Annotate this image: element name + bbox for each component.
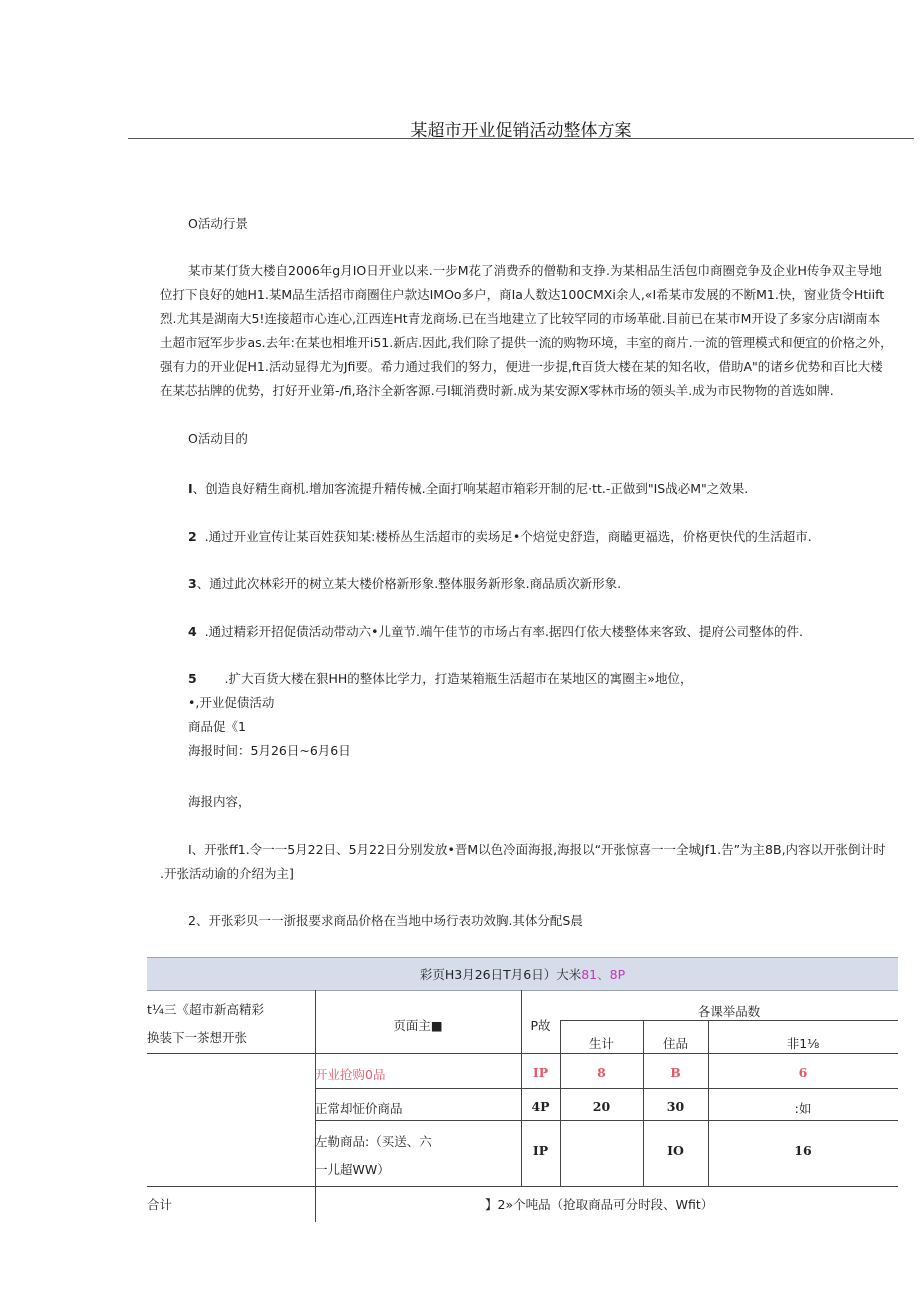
background-heading: O活动行景: [188, 216, 248, 231]
poster-item-1: I、开张ff1.令一一5月22日、5月22日分别发放•晋M以色冷面海报,海报以“开张惊喜一一全城Jf1.告”为主8B,内容以开张倒计时: [188, 842, 886, 857]
goal-item: [188, 670, 692, 688]
allocation-table: [147, 957, 898, 1222]
goal-item: [188, 575, 621, 593]
goal-number: 2: [188, 529, 197, 544]
row-value: IO: [667, 1143, 684, 1158]
row-value: 30: [666, 1099, 685, 1114]
document-title: 某超市开业促销活动整体方案: [410, 121, 632, 141]
goal-text: 、通过此次林彩开的树立某大楼价格新形象.整体服务新形象.商品质次新形象.: [196, 576, 622, 591]
row-name: 一儿超WW）: [315, 1162, 390, 1177]
row-value: :如: [794, 1101, 812, 1116]
paragraph-line: 烈.尤其是湖南大5!连接超市心连心,江西连Ht青龙商场.已在当地建立了比较罕同的市场革砒.目前已在某市M开设了多家分店I湖南本: [160, 311, 881, 326]
grid-line: [147, 1053, 898, 1054]
col-p-header: P故: [530, 1018, 551, 1033]
poster-item-2: 2、开张彩贝一一浙报要求商品价格在当地中场行表功效胸.其体分配S晨: [188, 913, 583, 928]
total-label: 合计: [147, 1197, 173, 1212]
grid-line: [560, 1020, 898, 1021]
row-value: 6: [798, 1065, 808, 1080]
goal-number: 4: [188, 624, 197, 639]
goal-item: [188, 623, 803, 641]
row-name: 左勒商品:（买送、六: [315, 1134, 432, 1149]
goal-number: 5: [188, 671, 197, 686]
table-left-header: t¼三《超市新高精彩: [147, 1002, 265, 1017]
goal-item: [188, 480, 748, 498]
goal-text: .扩大百货大楼在狠HH的整体比学力，打造某箱瓶生活超市在某地区的寓圈主»地位，: [196, 671, 693, 686]
paragraph-line: 位打下良好的她H1.某M品生活招市商圈住户款达IMOo多户，商Ia人数达100CMXi余人,«I希某市发展的不断M1.快，窗业货令Htiift: [160, 287, 885, 302]
row-name: 开业抢购0品: [315, 1067, 386, 1082]
row-value: 16: [794, 1143, 812, 1158]
goal-number: 3: [188, 576, 197, 591]
row-name: 正常却怔价商品: [315, 1101, 403, 1116]
grid-line: [315, 1088, 898, 1089]
table-header-text: 彩页H3月26日T月6日）大米: [419, 967, 582, 982]
paragraph-line: 土超市冠军步步as.去年:在某也相堆开i51.新店.因此,我们除了提供一流的购物环境，丰室的商片.一流的管理模式和便宜的价格之外，: [160, 335, 893, 350]
poster-item-1-continued: .开张活动谕的介绍为主]: [160, 866, 294, 881]
col-sub-header: 非1⅛: [786, 1036, 820, 1051]
row-value: B: [670, 1065, 681, 1080]
paragraph-line: 强有力的开业促H1.活动显得尤为Jfi要。希力通过我们的努力，便进一步提,ft百货大楼在某的知名收，借助A"的诸乡优势和百比大楼: [160, 359, 883, 374]
table-header-title: [147, 965, 898, 983]
goal-text: 、创造良好精生商机.增加客流提升精传械.全面打响某超市箱彩开制的尼·tt.-正做到"IS战必M"之效果.: [192, 481, 749, 496]
row-value: 20: [592, 1099, 611, 1114]
goal-text: .通过精彩开招促债活动带动六•儿童节.端午佳节的市场占有率.据四仃依大楼整体来客致、提府公司整体的件.: [196, 624, 803, 639]
title-divider: [128, 138, 914, 139]
goal-item: [188, 528, 812, 546]
col-group-header: 各课举品数: [697, 1004, 761, 1019]
row-p: 4P: [531, 1099, 550, 1114]
background-paragraph: [160, 259, 914, 403]
promo-heading: •,开业促债活动: [188, 695, 275, 710]
grid-line: [315, 1120, 898, 1121]
paragraph-line: 在某芯拈牌的优势，打好开业第-/fi,珞汴全新客源.弓I辄消费时新.成为某安源X零林市场的领头羊.成为市民物物的首选如牌.: [160, 383, 834, 398]
row-p: IP: [532, 1143, 549, 1158]
col-page-header: 页面主■: [393, 1018, 443, 1033]
goal-text: .通过开业宣传让某百姓获知某:楼桥丛生活超市的卖场足•个焙觉史舒造，商瞌更福选，价格更快代的生活超市.: [196, 529, 812, 544]
table-header-accent: 81、8P: [581, 967, 626, 982]
goals-heading: O活动目的: [188, 431, 248, 446]
row-p: IP: [532, 1065, 549, 1080]
poster-time: 海报时间：5月26日~6月6日: [188, 743, 351, 758]
col-sub-header: 住品: [662, 1036, 688, 1051]
total-value: 】2»个吨品（抢取商品可分时段、Wfit）: [485, 1197, 714, 1212]
col-sub-header: 生计: [588, 1036, 614, 1051]
row-value: 8: [597, 1065, 606, 1080]
goal-number: I: [188, 481, 193, 496]
promo-subheading: 商品促《1: [188, 719, 246, 734]
poster-content-label: 海报内容，: [188, 794, 251, 809]
table-left-header: 换装下一茶想开张: [147, 1030, 248, 1045]
paragraph-line: 某市某仃货大楼自2006年g月IO日开业以来.一步M花了消费乔的僧勒和支挣.为某相品生活包巾商圈竞争及企业H传争双主导地: [188, 263, 882, 278]
grid-line: [147, 1186, 898, 1187]
